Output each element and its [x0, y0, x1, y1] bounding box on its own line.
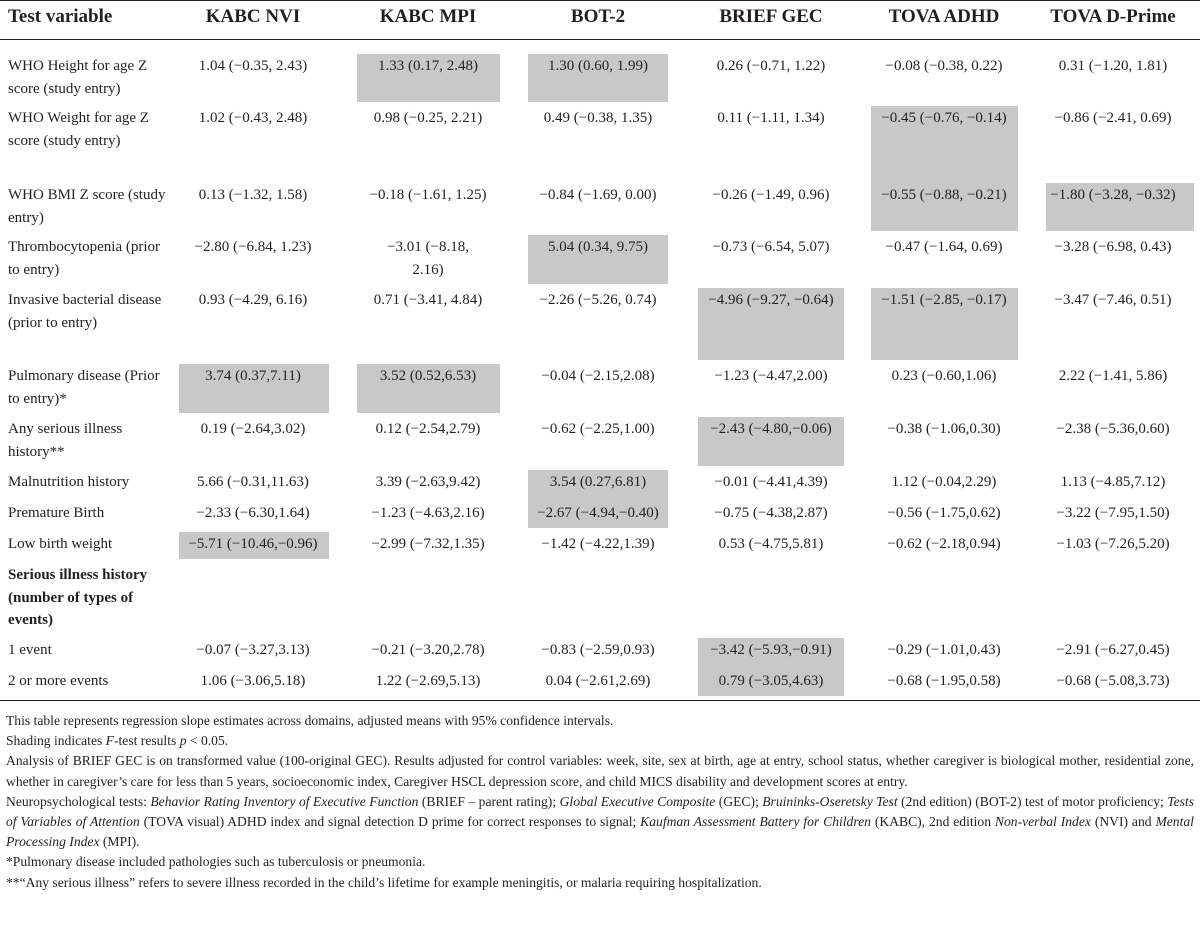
table-rule: [0, 0, 1200, 1]
cell-tova-adhd: −0.56 (−1.75,0.62): [887, 505, 1001, 521]
cell-kabc-mpi: −1.23 (−4.63,2.16): [371, 505, 485, 521]
row-label: Malnutrition history: [8, 474, 130, 490]
cell-tova-d-prime: −0.86 (−2.41, 0.69): [1054, 110, 1172, 126]
cell-kabc-mpi: 3.39 (−2.63,9.42): [375, 474, 481, 490]
cell-tova-d-prime: −3.47 (−7.46, 0.51): [1054, 292, 1172, 308]
row-label: 2 or more events: [8, 673, 109, 689]
cell-brief-gec: 0.53 (−4.75,5.81): [718, 536, 824, 552]
cell-kabc-nvi: 1.02 (−0.43, 2.48): [198, 110, 308, 126]
cell-bot-2: 1.30 (0.60, 1.99): [548, 58, 648, 74]
cell-kabc-nvi: 0.19 (−2.64,3.02): [200, 421, 306, 437]
cell-kabc-nvi: 0.13 (−1.32, 1.58): [198, 187, 308, 203]
cell-tova-d-prime: −0.68 (−5.08,3.73): [1056, 673, 1170, 689]
cell-bot-2: 5.04 (0.34, 9.75): [548, 239, 648, 255]
table-footnotes: [6, 711, 1194, 893]
cell-bot-2: −0.83 (−2.59,0.93): [541, 642, 655, 658]
cell-bot-2: −0.04 (−2.15,2.08): [541, 368, 655, 384]
cell-brief-gec: −0.75 (−4.38,2.87): [714, 505, 828, 521]
cell-kabc-nvi: −2.80 (−6.84, 1.23): [194, 239, 312, 255]
row-label: 1 event: [8, 642, 52, 658]
cell-bot-2: 0.04 (−2.61,2.69): [545, 673, 651, 689]
cell-kabc-mpi: 1.22 (−2.69,5.13): [375, 673, 481, 689]
cell-brief-gec: −0.73 (−6.54, 5.07): [712, 239, 830, 255]
footnote-shading: Shading indicates F-test results p < 0.05.: [6, 733, 229, 749]
cell-tova-d-prime: 0.31 (−1.20, 1.81): [1058, 58, 1168, 74]
footnote-serious-illness: **“Any serious illness” refers to severe illness recorded in the child’s lifetime for example meningitis, or malaria requiring hospitalization.: [6, 874, 762, 890]
cell-tova-d-prime: 1.13 (−4.85,7.12): [1060, 474, 1166, 490]
cell-brief-gec: −2.43 (−4.80,−0.06): [710, 421, 832, 437]
cell-kabc-nvi: 1.06 (−3.06,5.18): [200, 673, 306, 689]
footnote-pulmonary: *Pulmonary disease included pathologies such as tuberculosis or pneumonia.: [6, 854, 426, 870]
cell-brief-gec: 0.26 (−0.71, 1.22): [716, 58, 826, 74]
cell-tova-adhd: −0.29 (−1.01,0.43): [887, 642, 1001, 658]
row-label: Premature Birth: [8, 505, 105, 521]
header-bot-2: BOT-2: [570, 6, 626, 27]
table-rule: [0, 700, 1200, 701]
cell-bot-2: 3.54 (0.27,6.81): [549, 474, 647, 490]
cell-kabc-nvi: 0.93 (−4.29, 6.16): [198, 292, 308, 308]
cell-bot-2: −2.26 (−5.26, 0.74): [539, 292, 657, 308]
cell-tova-d-prime: −1.80 (−3.28, −0.32): [1050, 187, 1176, 203]
cell-bot-2: −2.67 (−4.94,−0.40): [537, 505, 659, 521]
header-kabc-mpi: KABC MPI: [379, 6, 477, 27]
cell-kabc-nvi: 5.66 (−0.31,11.63): [197, 474, 309, 490]
footnote-estimates: This table represents regression slope estimates across domains, adjusted means with 95% confidence intervals.: [6, 713, 614, 728]
cell-kabc-mpi: 0.71 (−3.41, 4.84): [373, 292, 483, 308]
cell-brief-gec: −1.23 (−4.47,2.00): [714, 368, 828, 384]
table-rule: [0, 39, 1200, 40]
row-label: Thrombocytopenia (prior to entry): [8, 239, 161, 278]
cell-kabc-nvi: 1.04 (−0.35, 2.43): [198, 58, 308, 74]
cell-kabc-nvi: −2.33 (−6.30,1.64): [196, 505, 310, 521]
cell-brief-gec: −4.96 (−9.27, −0.64): [708, 292, 834, 308]
cell-bot-2: −0.62 (−2.25,1.00): [541, 421, 655, 437]
cell-kabc-mpi: −0.21 (−3.20,2.78): [371, 642, 485, 658]
row-label: WHO Height for age Z score (study entry): [8, 58, 148, 97]
cell-tova-adhd: −1.51 (−2.85, −0.17): [881, 292, 1007, 308]
cell-brief-gec: −0.26 (−1.49, 0.96): [712, 187, 830, 203]
header-test-variable: Test variable: [8, 6, 113, 27]
cell-kabc-mpi: −2.99 (−7.32,1.35): [371, 536, 485, 552]
row-label: Any serious illness history**: [8, 421, 123, 460]
row-label: Low birth weight: [8, 536, 113, 552]
cell-bot-2: −0.84 (−1.69, 0.00): [539, 187, 657, 203]
cell-tova-adhd: −0.08 (−0.38, 0.22): [885, 58, 1003, 74]
cell-tova-adhd: −0.38 (−1.06,0.30): [887, 421, 1001, 437]
cell-kabc-nvi: −0.07 (−3.27,3.13): [196, 642, 310, 658]
cell-brief-gec: −3.42 (−5.93,−0.91): [710, 642, 832, 658]
cell-tova-d-prime: −3.22 (−7.95,1.50): [1056, 505, 1170, 521]
cell-tova-adhd: −0.62 (−2.18,0.94): [887, 536, 1001, 552]
footnote-neuro-tests: Neuropsychological tests: Behavior Rating Inventory of Executive Function (BRIEF – parent rating); Global Executive Composite (GEC); Bruininks-Oseretsky Test (2nd edition) (BOT-2) test of motor proficiency; Tests of Variables of Attention (TOVA visual) ADHD index and signal detection D prime for correct responses to signal; Kaufman Assessment Battery for Children (KABC), 2nd edition Non-verbal Index (NVI) and Mental Processing Index (MPI).: [6, 793, 1194, 850]
cell-kabc-mpi: −3.01 (−8.18, 2.16): [387, 239, 469, 278]
cell-tova-adhd: −0.45 (−0.76, −0.14): [881, 110, 1007, 126]
cell-brief-gec: 0.11 (−1.11, 1.34): [717, 110, 825, 126]
cell-kabc-mpi: 3.52 (0.52,6.53): [379, 368, 477, 384]
cell-kabc-mpi: −0.18 (−1.61, 1.25): [369, 187, 487, 203]
cell-kabc-mpi: 0.12 (−2.54,2.79): [375, 421, 481, 437]
cell-tova-adhd: 1.12 (−0.04,2.29): [891, 474, 997, 490]
header-kabc-nvi: KABC NVI: [205, 6, 301, 27]
cell-bot-2: −1.42 (−4.22,1.39): [541, 536, 655, 552]
cell-tova-adhd: −0.55 (−0.88, −0.21): [881, 187, 1007, 203]
cell-tova-d-prime: −2.38 (−5.36,0.60): [1056, 421, 1170, 437]
header-brief-gec: BRIEF GEC: [719, 6, 823, 27]
cell-tova-d-prime: −3.28 (−6.98, 0.43): [1054, 239, 1172, 255]
cell-tova-adhd: −0.47 (−1.64, 0.69): [885, 239, 1003, 255]
row-label: WHO Weight for age Z score (study entry): [8, 110, 149, 149]
row-label: Pulmonary disease (Prior to entry)*: [8, 368, 160, 407]
cell-kabc-nvi: −5.71 (−10.46,−0.96): [188, 536, 318, 552]
row-label: Serious illness history (number of types of events): [8, 567, 148, 628]
cell-tova-d-prime: 2.22 (−1.41, 5.86): [1058, 368, 1168, 384]
cell-brief-gec: 0.79 (−3.05,4.63): [718, 673, 824, 689]
cell-tova-d-prime: −2.91 (−6.27,0.45): [1056, 642, 1170, 658]
header-tova-adhd: TOVA ADHD: [888, 6, 1000, 27]
row-label: WHO BMI Z score (study entry): [8, 187, 166, 226]
cell-bot-2: 0.49 (−0.38, 1.35): [543, 110, 653, 126]
cell-tova-adhd: −0.68 (−1.95,0.58): [887, 673, 1001, 689]
cell-kabc-mpi: 0.98 (−0.25, 2.21): [373, 110, 483, 126]
cell-tova-d-prime: −1.03 (−7.26,5.20): [1056, 536, 1170, 552]
cell-kabc-mpi: 1.33 (0.17, 2.48): [378, 58, 478, 74]
row-label: Invasive bacterial disease (prior to entry): [8, 292, 162, 331]
footnote-brief-analysis: Analysis of BRIEF GEC is on transformed value (100-original GEC). Results adjusted for control variables: week, site, sex at birth, age at entry, school status, whether caregiver is biological mother, residential zone, whether in caregiver’s care for less than 5 years, socioeconomic index, Caregiver HSCL depression score, and child MICS disability and development scores at entry.: [6, 753, 1194, 789]
cell-brief-gec: −0.01 (−4.41,4.39): [714, 474, 828, 490]
cell-kabc-nvi: 3.74 (0.37,7.11): [205, 368, 301, 384]
cell-tova-adhd: 0.23 (−0.60,1.06): [891, 368, 997, 384]
header-tova-d-prime: TOVA D-Prime: [1050, 6, 1176, 27]
